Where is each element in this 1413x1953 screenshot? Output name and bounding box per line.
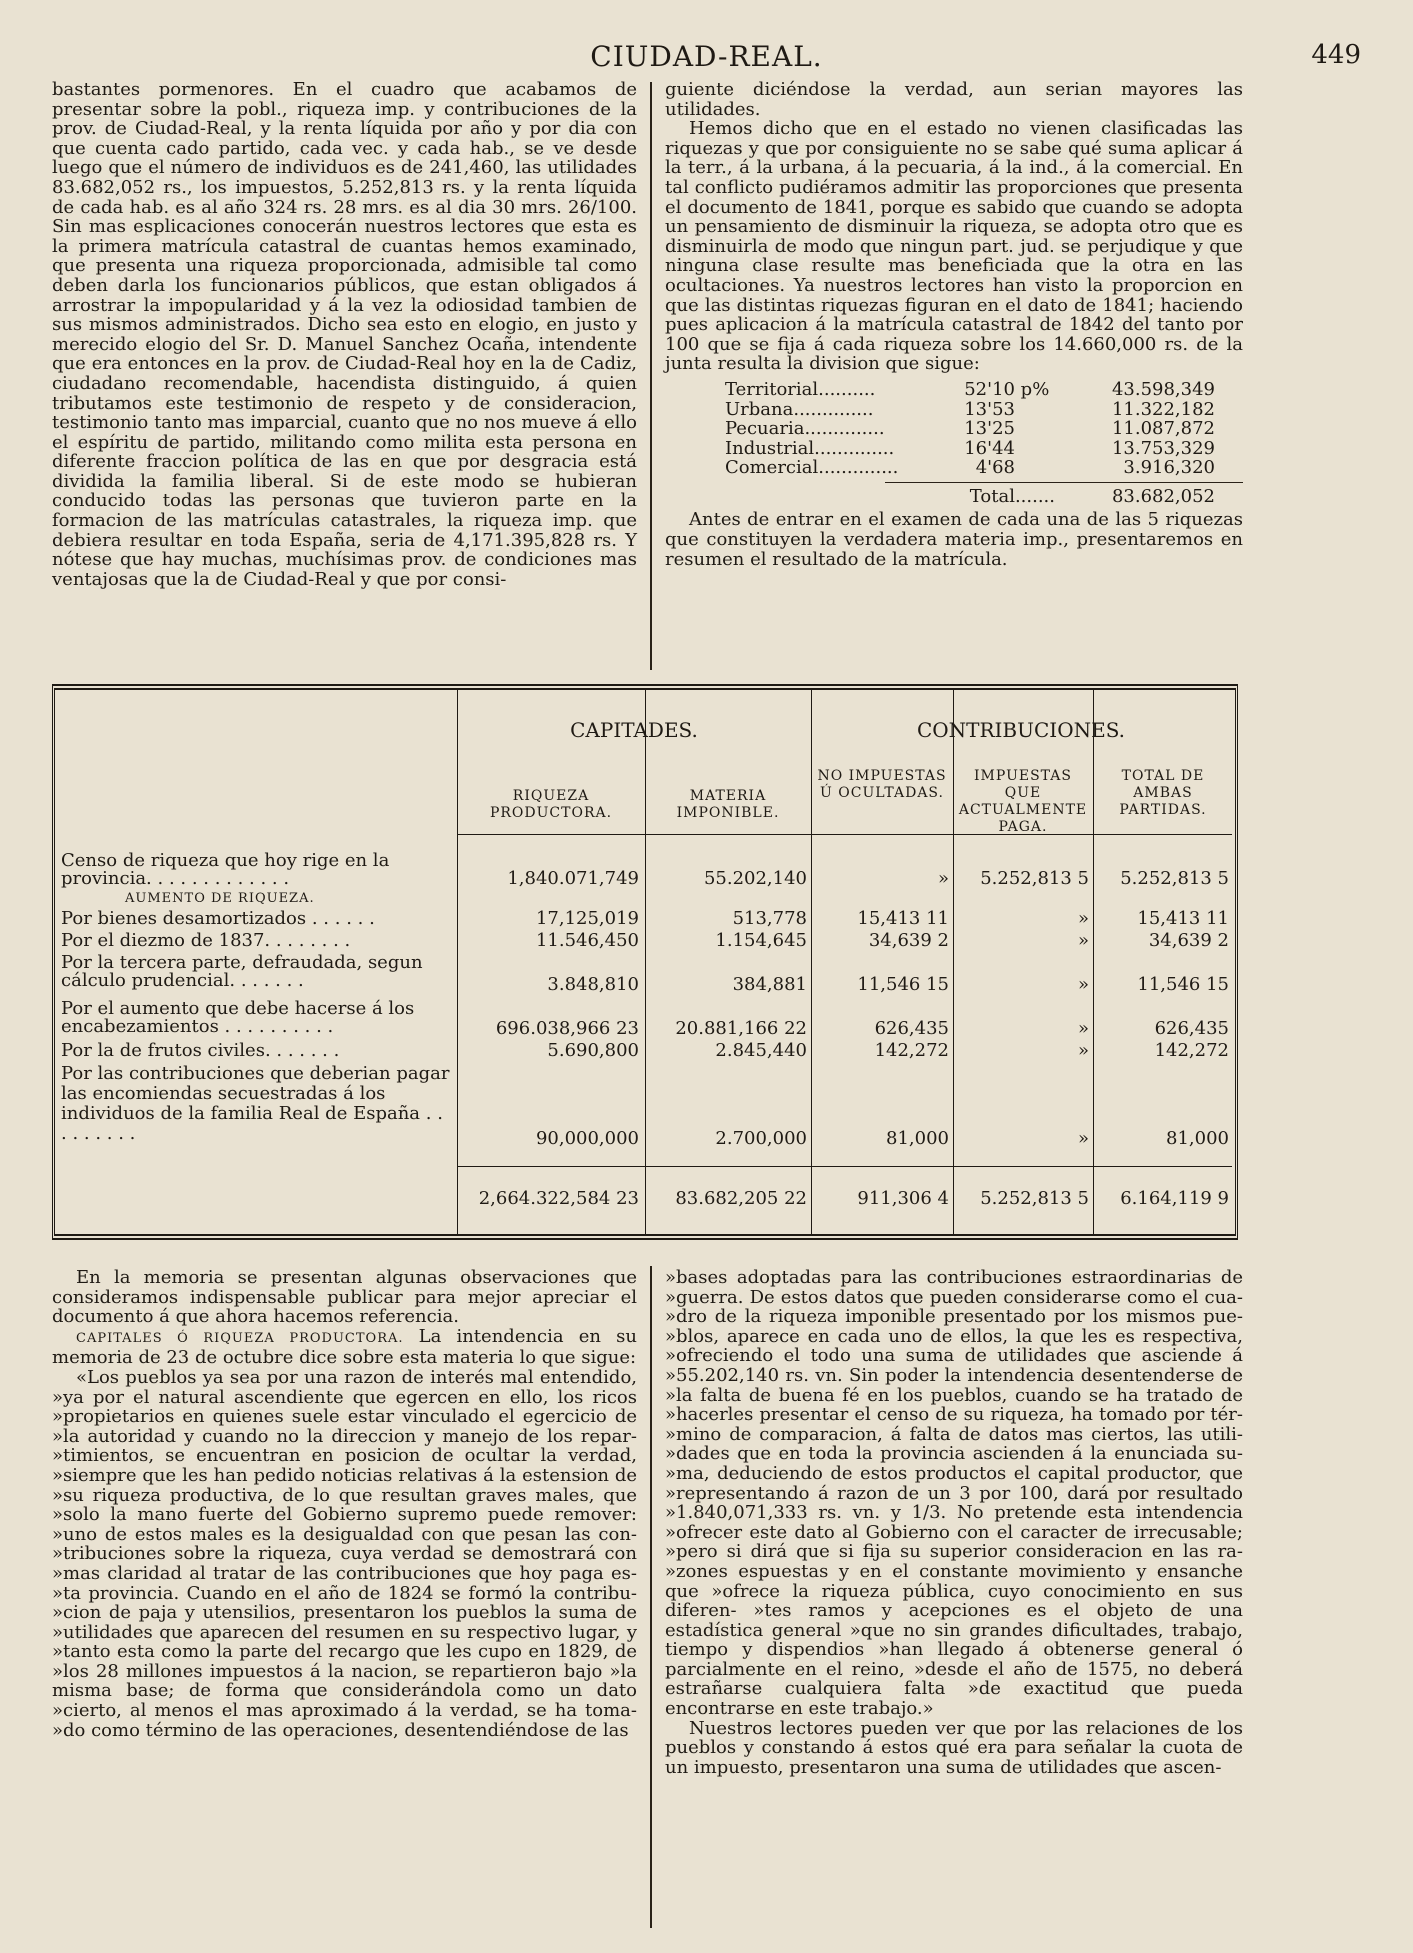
column-divider-top: [650, 82, 652, 670]
column-header: NO IMPUESTAS Ú OCULTADAS.: [817, 768, 947, 801]
wealth-table: CAPITADES. CONTRIBUCIONES. RIQUEZA PRODUCTORA. MATERIA IMPONIBLE. NO IMPUESTAS Ú OCULTADAS. IMPUESTAS QUE ACTUALMENTE PAGA. TOTAL DE AMBAS PARTIDAS. Censo de riqueza que hoy rige en la provincia. . . . . . . . . . . . . 1,840.071,749 55.202,140 » 5.252,813 5 5.252,813 5 AUMENTO DE RIQUEZA. Por bienes desamortizados . . . . . . 17,125,019 513,778 15,413 11 » 15,413 11 Por el diezmo de 1837. . . . . . . . 11.546,450 1.154,645 34,639 2 » 34,639 2 Por la tercera parte, defraudada, segun cálculo prudencial. . . . . . . 3.848,810 384,881 11,546 15 » 11,546 15 Por el aumento que debe hacerse á los encabezamientos . . . . . . . . . . 696.038,966 23 20.881,166 22 626,435 » 626,435 Por la de frutos civiles. . . . . . . 5.690,800 2.845,440 142,272 » 142,272 Por las contribuciones que deberian pagar las encomiendas secuestradas á los individuos de la familia Real de España . . . . . . . . . 90,000,000 2.700,000 81,000 » 81,000 2,664.322,584 23 83.682,205 22 911,306 4 5.252,813 5 6.164,119 9: [52, 684, 1238, 1240]
paragraph: bastantes pormenores. En el cuadro que acabamos de presentar sobre la pobl., riqueza imp. y contribuciones de la prov. de Ciudad-Real, y la renta líquida por año y por dia con que cuenta cado partido, cada vec. y cada hab., se ve desde luego que el número de individuos es de 241,460, las utilidades 83.682,052 rs., los impuestos, 5.252,813 rs. y la renta líquida de cada hab. es al año 324 rs. 28 mrs. es al dia 30 mrs. 26/100. Sin mas esplicaciones conocerán nuestros lectores que esta es la primera matrícula catastral de cuantas hemos examinado, que presenta una riqueza proporcionada, admisible tal como deben darla los funcionarios públicos, que estan obligados á arrostrar la impopularidad y á la vez la odiosidad tambien de sus mismos administrados. Dicho sea esto en elogio, en justo y merecido elogio del Sr. D. Manuel Sanchez Ocaña, intendente que era entonces en la prov. de Ciudad-Real hoy en la de Cadiz, ciudadano recomendable, hacendista distinguido, á quien tributamos este testimonio de respeto y de consideracion, testimonio tanto mas imparcial, cuanto que no nos mueve á ello el espíritu de partido, militando como milita esta persona en diferente fraccion política de las en que por desgracia está dividida la familia liberal. Si de este modo se hubieran conducido todas las personas que tuvieron parte en la formacion de las matrículas catastrales, la riqueza imp. que debiera resultar en toda España, seria de 4,171.395,828 rs. Y nótese que hay muchas, muchísimas prov. de condiciones mas ventajosas que la de Ciudad-Real y que por consi-: [52, 79, 637, 590]
page-header: [52, 40, 1361, 74]
column-header: MATERIA IMPONIBLE.: [676, 788, 780, 821]
summary-row: Pecuaria.............. 13'25 11.087,872: [725, 418, 1215, 440]
column-header: RIQUEZA PRODUCTORA.: [489, 788, 613, 821]
top-right-column: [665, 80, 1243, 569]
paragraph: En la memoria se presentan algunas observaciones que consideramos indispensable publicar para mejor apreciar el documento á que ahora hacemos referencia.: [52, 1267, 637, 1328]
summary-row: Urbana.............. 13'53 11.322,182: [725, 398, 1215, 420]
column-header: TOTAL DE AMBAS PARTIDAS.: [1119, 768, 1207, 818]
column-divider-bottom: [650, 1266, 652, 1928]
paragraph: Hemos dicho que en el estado no vienen clasificadas las riquezas y que por consiguiente no se sabe qué suma aplicar á la terr., á la urbana, á la pecuaria, á la ind., á la comercial. En tal conflicto pudiéramos admitir las proporciones que presenta el documento de 1841, porque es sabido que cuando se adopta un pensamiento de disminuir la riqueza, se adopta otro que es disminuirla de modo que ningun part. jud. se perjudique y que ninguna clase resulte mas beneficiada que la otra en las ocultaciones. Ya nuestros lectores han visto la proporcion en que las distintas riquezas figuran en el dato de 1841; haciendo pues aplicacion á la matrícula catastral de 1842 del tanto por 100 que se fija á cada riqueza sobre los 14.660,000 rs. de la junta resulta la division que sigue:: [665, 118, 1243, 375]
group-header-capitades: CAPITADES.: [570, 718, 698, 742]
column-header: IMPUESTAS QUE ACTUALMENTE PAGA.: [958, 768, 1088, 835]
paragraph: CAPITALES Ó RIQUEZA PRODUCTORA. La intendencia en su memoria de 23 de octubre dice sobre esta materia lo que sigue:: [52, 1325, 637, 1369]
quote-paragraph: «Los pueblos ya sea por una razon de interés mal entendido, »ya por el natural ascendiente que egercen en ello, los ricos »propietarios en quienes suele estar vinculado el egercicio de »la autoridad y cuando no la direccion y manejo de los repar- »timientos, se encuentran en posicion de ocultar la verdad, »siempre que les han pedido noticias relativas á la estension de »su riqueza productiva, de lo que resultan graves males, que »solo la mano fuerte del Gobierno supremo puede remover: »uno de estos males es la desigualdad con que pesan las con- »tribuciones sobre la riqueza, cuya verdad se demostrará con »mas claridad al tratar de las contribuciones que hoy paga es- »ta provincia. Cuando en el año de 1824 se formó la contribu- »cion de paja y utensilios, presentaron los pueblos la suma de »utilidades que aparecen del resumen en su respectivo lugar, y »tanto esta como la parte del recargo que les cupo en 1829, de »los 28 millones impuestos á la nacion, se repartieron bajo »la misma base; de forma que considerándola como un dato »cierto, al menos el mas aproximado á la verdad, se ha toma- »do como término de las operaciones, desentendiéndose de las: [52, 1366, 637, 1741]
page-number: 449: [1311, 40, 1361, 70]
summary-row: Industrial.............. 16'44 13.753,329: [725, 437, 1215, 459]
bottom-left-column: [52, 1268, 637, 1740]
bottom-right-column: [665, 1268, 1243, 1777]
top-left-column: [52, 80, 637, 589]
paragraph: Nuestros lectores pueden ver que por las relaciones de los pueblos y constando á estos qué era para señalar la cuota de un impuesto, presentaron una suma de utilidades que ascen-: [665, 1717, 1243, 1778]
section-label: AUMENTO DE RIQUEZA.: [125, 891, 315, 906]
paragraph: Antes de entrar en el examen de cada una de las 5 riquezas que constituyen la verdadera materia imp., presentaremos en resumen el resultado de la matrícula.: [665, 509, 1243, 570]
summary-total: Total....... 83.682,052: [885, 482, 1243, 507]
paragraph: guiente diciéndose la verdad, aun serian mayores las utilidades.: [665, 79, 1243, 120]
summary-row: Territorial.......... 52'10 p% 43.598,349: [725, 378, 1215, 400]
summary-row: Comercial.............. 4'68 3.916,320: [725, 457, 1215, 479]
group-header-contribuciones: CONTRIBUCIONES.: [916, 718, 1126, 742]
wealth-division-summary: [725, 380, 1243, 507]
quote-paragraph: »bases adoptadas para las contribuciones estraordinarias de »guerra. De estos datos que pueden considerarse como el cua- »dro de la riqueza imponible presentado por los mismos pue- »blos, aparece en cada uno de ellos, la que les es respectiva, »ofreciendo el todo una suma de utilidades que asciende á »55.202,140 rs. vn. Sin poder la intendencia desentenderse de »la falta de buena fé en los pueblos, cuando se ha tratado de »hacerles presentar el censo de su riqueza, ha tomado por tér- »mino de comparacion, á falta de datos mas ciertos, las utili- »dades que en toda la provincia ascienden á la enunciada su- »ma, deduciendo de estos productos el capital productor, que »representando á razon de un 3 por 100, dará por resultado »1.840,071,333 rs. vn. y 1/3. No pretende esta intendencia »ofrecer este dato al Gobierno con el caracter de irrecusable; »pero si dirá que si fija su superior consideracion en las ra- »zones espuestas y en el constante movimiento y ensanche que »ofrece la riqueza pública, cuyo conocimiento en sus diferen- »tes ramos y acepciones es el objeto de una estadística general »que no sin grandes dificultades, trabajo, tiempo y dispendios »han llegado á obtenerse general ó parcialmente en el reino, »desde el año de 1575, no deberá estrañarse cualquiera falta »de exactitud que pueda encontrarse en este trabajo.»: [665, 1267, 1243, 1720]
page-title: CIUDAD-REAL.: [590, 40, 823, 73]
